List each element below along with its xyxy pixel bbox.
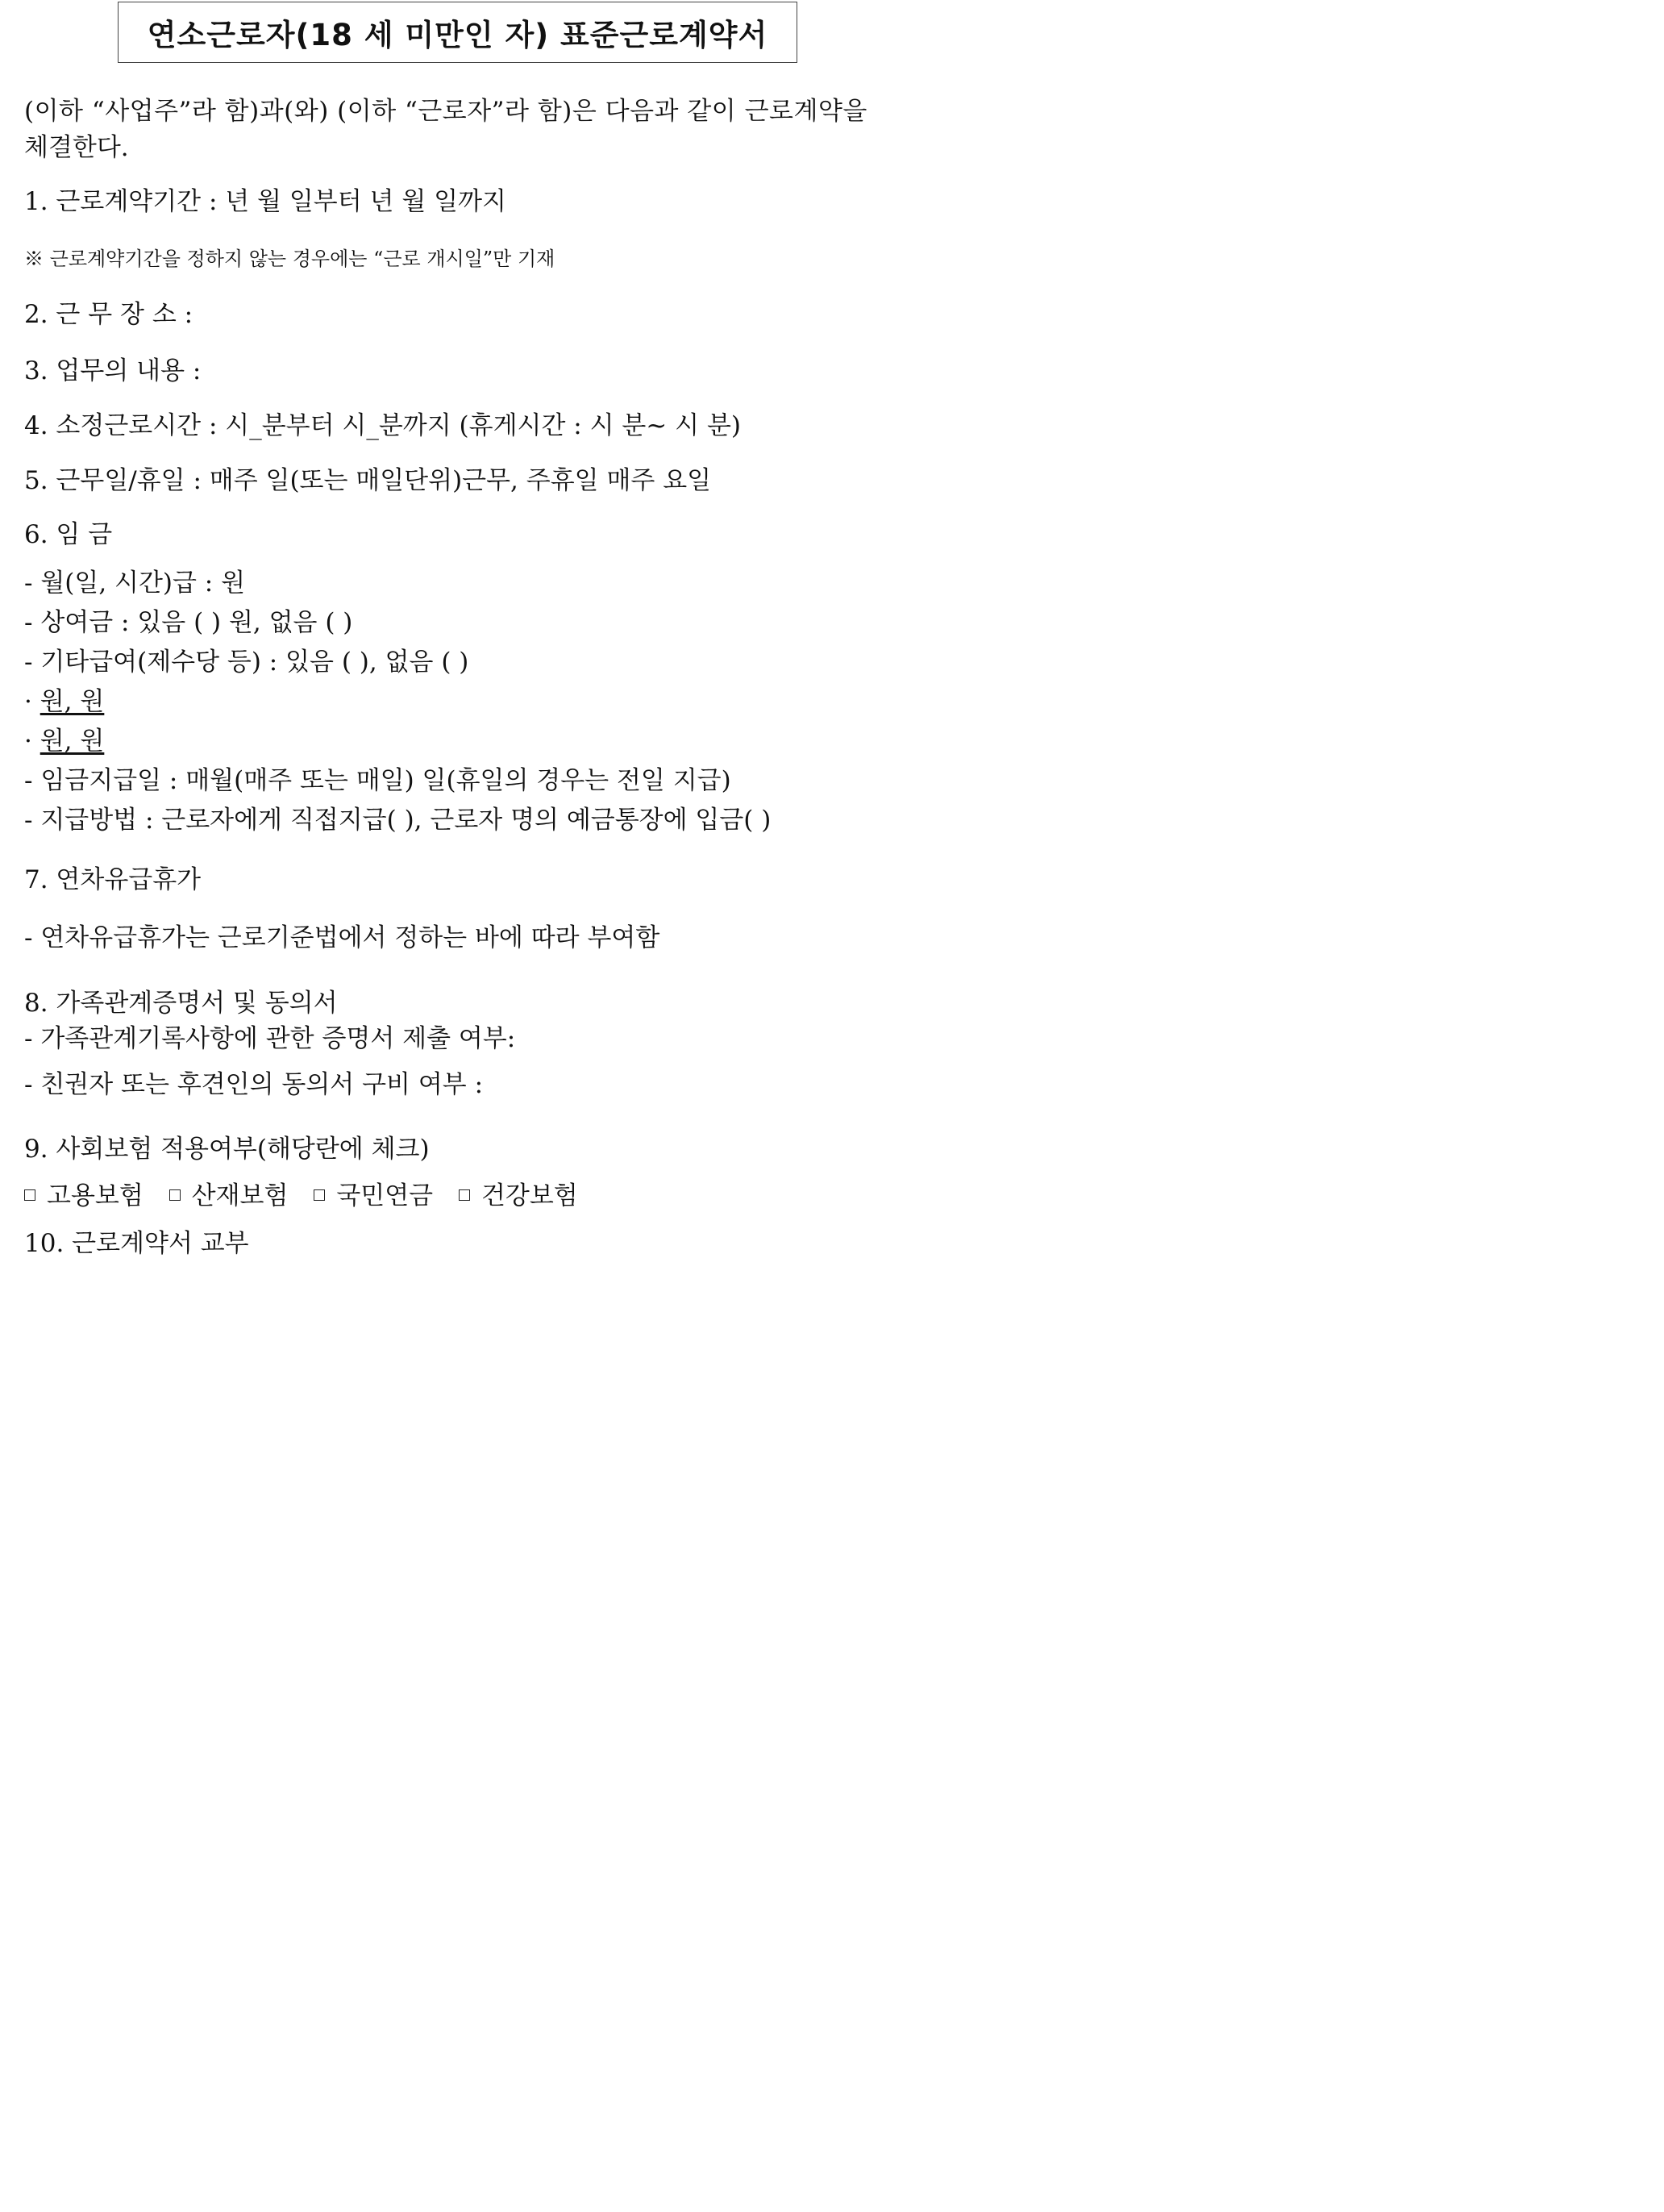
- payment-method: - 지급방법 : 근로자에게 직접지급( ), 근로자 명의 예금통장에 입금( ): [24, 806, 772, 835]
- family-record-certificate: - 가족관계기록사항에 관한 증명서 제출 여부:: [24, 1024, 516, 1053]
- document-title: 연소근로자(18 세 미만인 자) 표준근로계약서: [118, 2, 797, 63]
- section-6-wages-heading: 6. 임 금: [24, 520, 113, 549]
- section-7-annual-leave: 7. 연차유급휴가: [24, 865, 202, 894]
- section-1-note: ※ 근로계약기간을 정하지 않는 경우에는 “근로 개시일”만 기재: [24, 248, 555, 270]
- allowance-item-2-text: 원, 원: [40, 727, 105, 756]
- bonus: - 상여금 : 있음 ( ) 원, 없음 ( ): [24, 608, 353, 637]
- employment-insurance-label: 고용보험: [47, 1181, 144, 1210]
- guardian-consent: - 친권자 또는 후견인의 동의서 구비 여부 :: [24, 1070, 484, 1099]
- section-3-job-description: 3. 업무의 내용 :: [24, 356, 202, 385]
- employment-insurance-checkbox[interactable]: [24, 1189, 35, 1201]
- contract-page: [0, 0, 967, 1290]
- section-2-workplace: 2. 근 무 장 소 :: [24, 300, 193, 329]
- bullet-dot: ·: [24, 687, 32, 716]
- national-pension-checkbox[interactable]: [314, 1189, 325, 1201]
- wage-payday: - 임금지급일 : 매월(매주 또는 매일) 일(휴일의 경우는 전일 지급): [24, 766, 731, 795]
- national-pension-label: 국민연금: [336, 1181, 434, 1210]
- health-insurance-label: 건강보험: [480, 1181, 578, 1210]
- allowance-item-1: [24, 685, 104, 718]
- other-allowances: - 기타급여(제수당 등) : 있음 ( ), 없음 ( ): [24, 648, 469, 677]
- section-5-workdays-holidays: 5. 근무일/휴일 : 매주 일(또는 매일단위)근무, 주휴일 매주 요일: [24, 466, 712, 495]
- bullet-dot: ·: [24, 727, 32, 756]
- intro-line-2: 체결한다.: [24, 133, 129, 162]
- section-8-family-documents: 8. 가족관계증명서 및 동의서: [24, 989, 338, 1018]
- annual-leave-text: - 연차유급휴가는 근로기준법에서 정하는 바에 따라 부여함: [24, 923, 660, 952]
- section-1-contract-period: 1. 근로계약기간 : 년 월 일부터 년 월 일까지: [24, 187, 506, 216]
- allowance-item-2: [24, 725, 104, 757]
- section-4-working-hours: 4. 소정근로시간 : 시_분부터 시_분까지 (휴게시간 : 시 분~ 시 분): [24, 411, 741, 440]
- wage-amount: - 월(일, 시간)급 : 원: [24, 569, 246, 598]
- industrial-accident-insurance-checkbox[interactable]: [169, 1189, 181, 1201]
- industrial-accident-insurance-label: 산재보험: [191, 1181, 289, 1210]
- section-10-contract-delivery: 10. 근로계약서 교부: [24, 1229, 249, 1258]
- allowance-item-1-text: 원, 원: [40, 687, 105, 716]
- section-9-social-insurance: 9. 사회보험 적용여부(해당란에 체크): [24, 1135, 430, 1164]
- intro-line-1: (이하 “사업주”라 함)과(와) (이하 “근로자”라 함)은 다음과 같이 근로계약을: [24, 97, 867, 126]
- insurance-checkbox-row: [24, 1180, 596, 1212]
- health-insurance-checkbox[interactable]: [459, 1189, 470, 1201]
